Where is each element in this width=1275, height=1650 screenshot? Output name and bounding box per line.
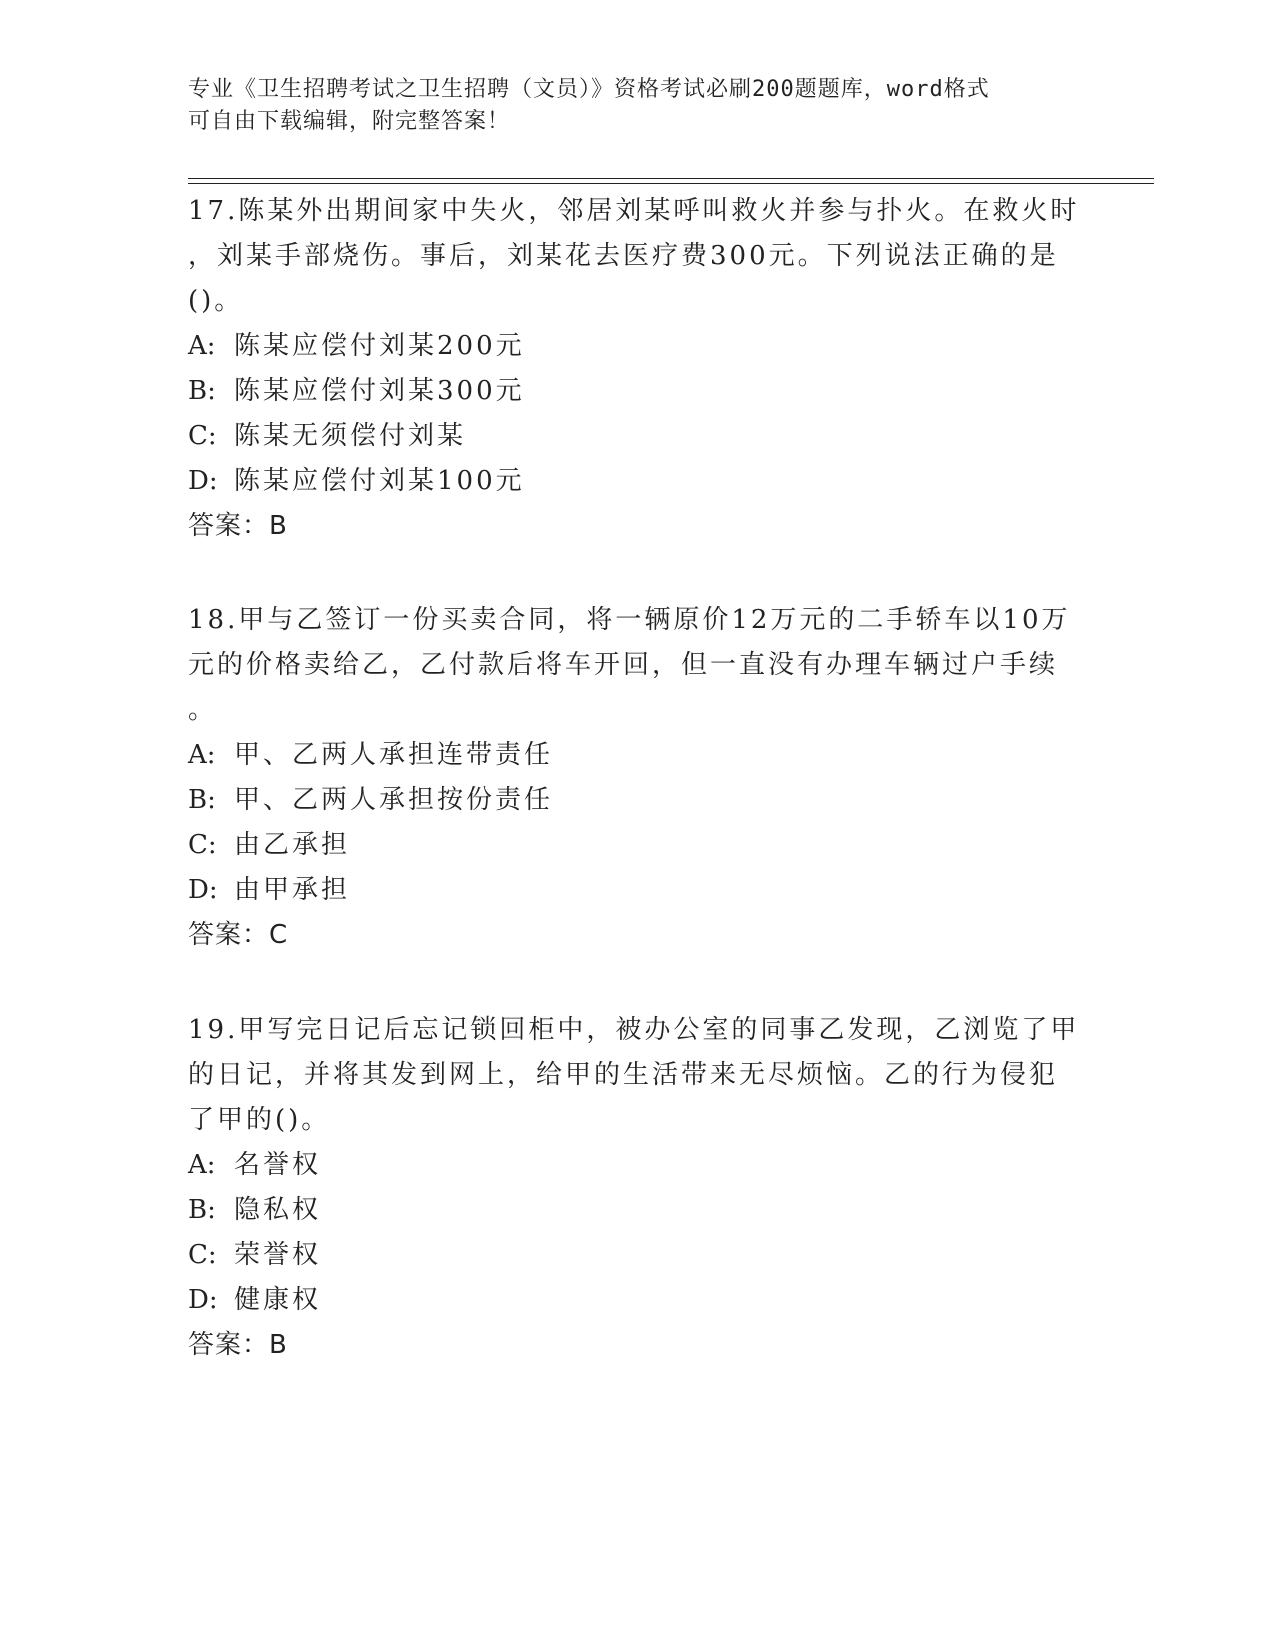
option-letter: B: [188, 376, 216, 406]
question-17-option-d [188, 459, 1088, 504]
option-text: 荣誉权 [234, 1240, 322, 1270]
question-19-option-b [188, 1188, 1088, 1233]
document-header [188, 74, 1088, 138]
question-17-option-b [188, 369, 1088, 414]
header-divider-top [188, 178, 1154, 179]
option-letter: D: [188, 1285, 218, 1315]
question-17-stem-line-1: 17.陈某外出期间家中失火，邻居刘某呼叫救火并参与扑火。在救火时 [188, 196, 1080, 226]
option-letter: B: [188, 785, 216, 815]
question-18-option-a [188, 733, 1088, 778]
question-17 [188, 189, 1088, 549]
question-19 [188, 1008, 1088, 1368]
option-letter: A: [188, 1150, 216, 1180]
question-19-stem-line-1: 19.甲写完日记后忘记锁回柜中，被办公室的同事乙发现，乙浏览了甲 [188, 1015, 1080, 1045]
option-letter: D: [188, 875, 218, 905]
option-letter: D: [188, 466, 218, 496]
question-17-stem-line-2: ，刘某手部烧伤。事后，刘某花去医疗费300元。下列说法正确的是 [188, 241, 1059, 271]
option-letter: A: [188, 740, 216, 770]
question-19-stem-line-2: 的日记，并将其发到网上，给甲的生活带来无尽烦恼。乙的行为侵犯 [188, 1060, 1059, 1090]
question-17-option-a [188, 324, 1088, 369]
option-text: 由乙承担 [234, 830, 351, 860]
question-19-answer: 答案：B [188, 1330, 288, 1360]
question-18-stem-line-3: 。 [188, 695, 218, 725]
question-18-option-c [188, 823, 1088, 868]
question-17-option-c [188, 414, 1088, 459]
question-19-option-a [188, 1143, 1088, 1188]
option-letter: C: [188, 830, 217, 860]
header-title-line-1: 专业《卫生招聘考试之卫生招聘（文员）》资格考试必刷200题题库，word格式 [188, 77, 990, 102]
option-letter: C: [188, 421, 217, 451]
header-title-line-2: 可自由下载编辑，附完整答案！ [188, 109, 511, 134]
option-text: 陈某应偿付刘某200元 [234, 331, 525, 361]
question-18 [188, 598, 1088, 958]
option-text: 甲、乙两人承担按份责任 [234, 785, 554, 815]
question-18-answer: 答案：C [188, 920, 289, 950]
option-text: 名誉权 [234, 1150, 322, 1180]
question-17-answer: 答案：B [188, 511, 288, 541]
question-18-option-b [188, 778, 1088, 823]
option-text: 陈某无须偿付刘某 [234, 421, 467, 451]
option-letter: A: [188, 331, 216, 361]
option-letter: B: [188, 1195, 216, 1225]
option-text: 甲、乙两人承担连带责任 [234, 740, 554, 770]
question-18-stem-line-2: 元的价格卖给乙，乙付款后将车开回，但一直没有办理车辆过户手续 [188, 650, 1059, 680]
option-text: 陈某应偿付刘某100元 [234, 466, 525, 496]
question-18-option-d [188, 868, 1088, 913]
option-text: 隐私权 [234, 1195, 322, 1225]
option-text: 陈某应偿付刘某300元 [234, 376, 525, 406]
question-19-option-c [188, 1233, 1088, 1278]
option-text: 健康权 [234, 1285, 322, 1315]
header-divider-bottom [188, 183, 1154, 184]
question-18-stem-line-1: 18.甲与乙签订一份买卖合同，将一辆原价12万元的二手轿车以10万 [188, 605, 1071, 635]
question-17-stem-line-3: ()。 [188, 286, 244, 316]
question-19-option-d [188, 1278, 1088, 1323]
option-text: 由甲承担 [234, 875, 351, 905]
option-letter: C: [188, 1240, 217, 1270]
question-19-stem-line-3: 了甲的()。 [188, 1105, 331, 1135]
